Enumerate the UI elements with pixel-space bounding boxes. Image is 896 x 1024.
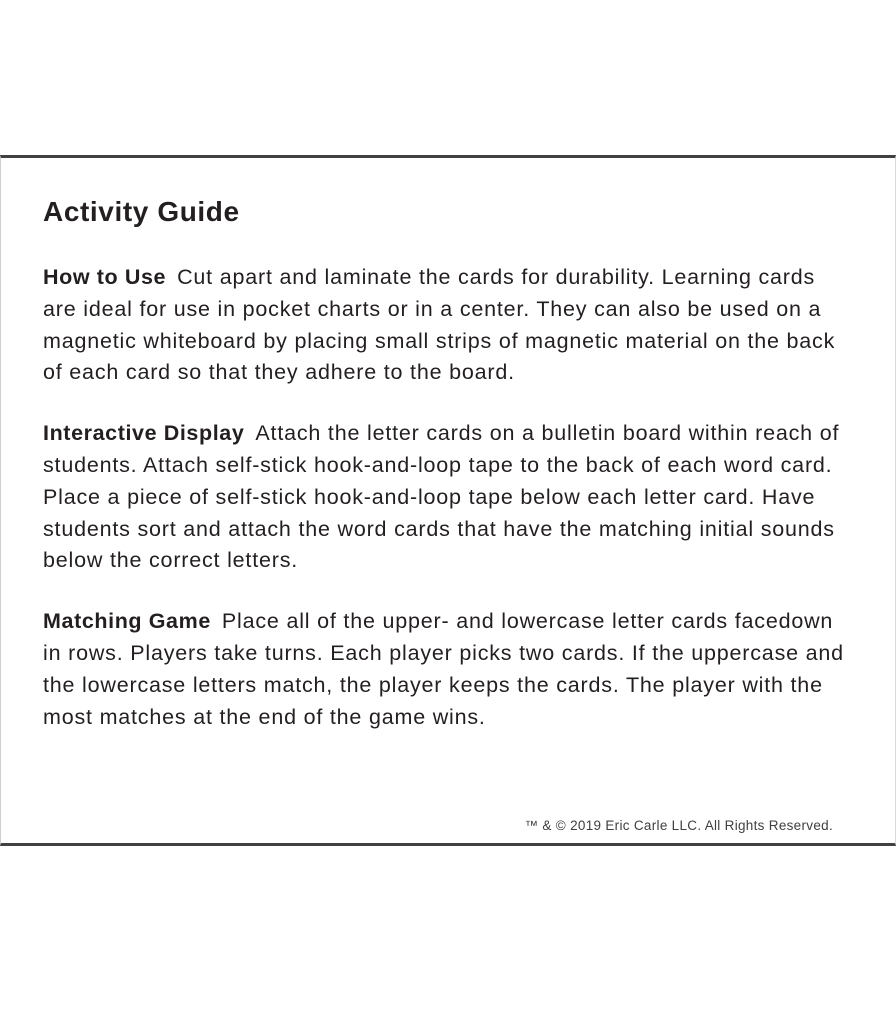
section-interactive-display xyxy=(43,418,853,577)
section-heading-how-to-use: How to Use xyxy=(43,265,167,289)
section-body-matching-game: Place all of the upper- and lowercase letter cards facedown in rows. Players take turns. Each player picks two cards. If the uppercase and the lowercase letters match, the player keeps the cards. The player with the most matches at the end of the game wins. xyxy=(43,609,844,729)
activity-guide-card xyxy=(0,155,896,846)
section-how-to-use xyxy=(43,262,853,389)
copyright-notice: ™ & © 2019 Eric Carle LLC. All Rights Reserved. xyxy=(524,818,833,833)
section-body-interactive-display: Attach the letter cards on a bulletin board within reach of students. Attach self-stick hook-and-loop tape to the back of each word card. Place a piece of self-stick hook-and-loop tape below each letter card. Have students sort and attach the word cards that have the matching initial sounds below the correct letters. xyxy=(43,421,840,573)
section-heading-matching-game: Matching Game xyxy=(43,609,211,634)
section-body-how-to-use: Cut apart and laminate the cards for durability. Learning cards are ideal for use in pocket charts or in a center. They can also be used on a magnetic whiteboard by placing small strips of magnetic material on the back of each card so that they adhere to the board. xyxy=(43,265,836,385)
section-matching-game xyxy=(43,606,853,733)
page-title: Activity Guide xyxy=(43,196,240,227)
section-heading-interactive-display: Interactive Display xyxy=(43,421,245,446)
